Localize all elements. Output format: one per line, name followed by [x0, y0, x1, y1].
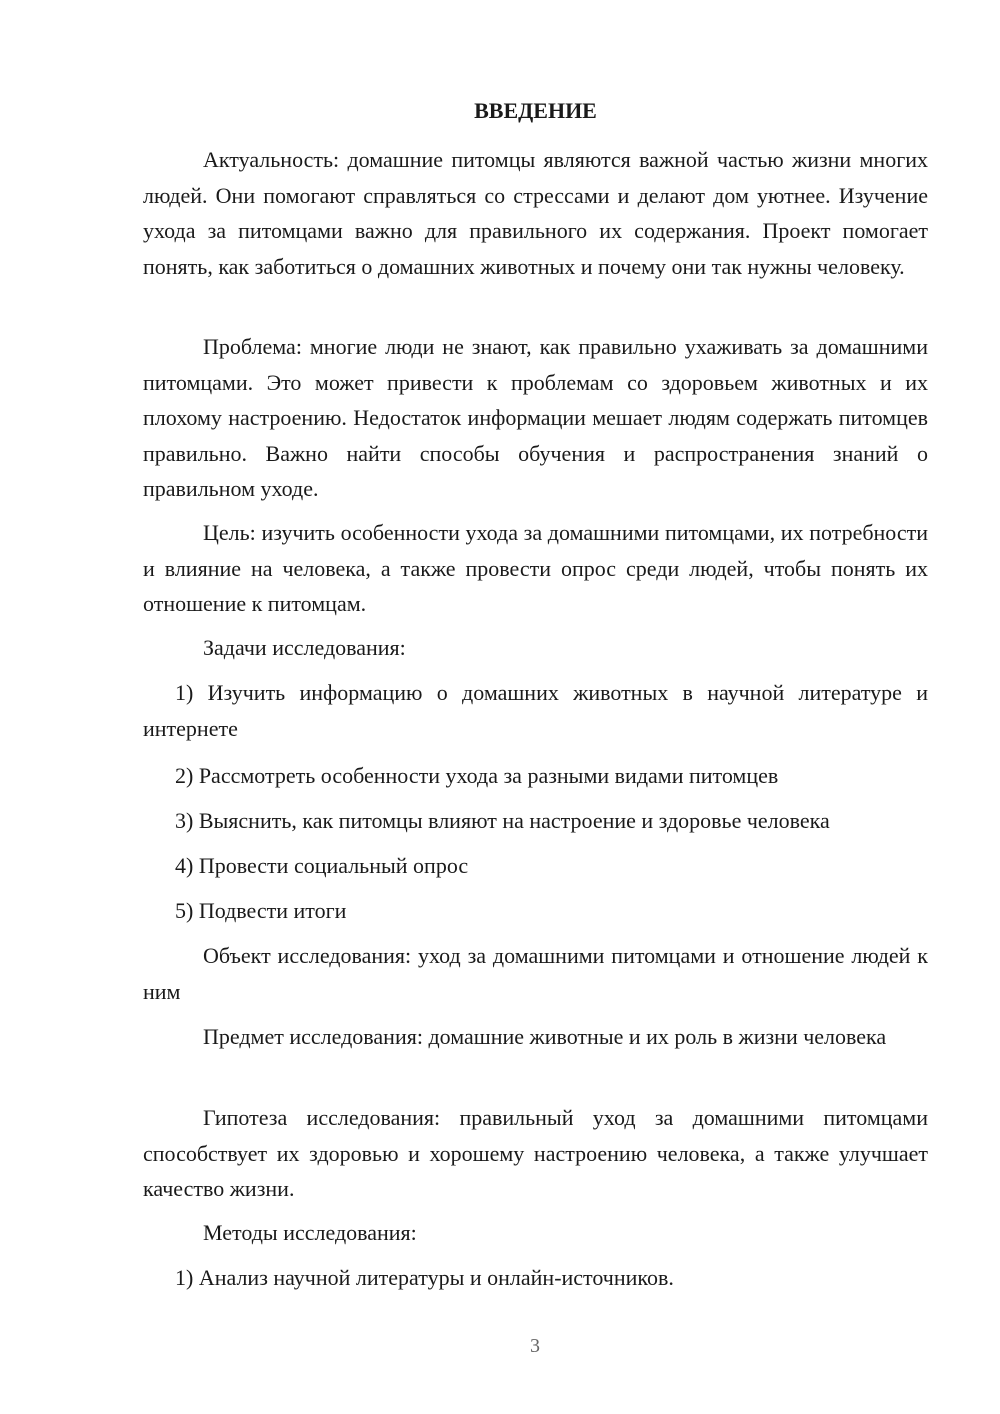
- task-item: 4) Провести социальный опрос: [175, 853, 469, 878]
- tasks-heading: Задачи исследования:: [203, 635, 406, 660]
- methods-heading: Методы исследования:: [203, 1220, 417, 1245]
- method-item: 1) Анализ научной литературы и онлайн-источников.: [175, 1265, 674, 1290]
- task-item: 1) Изучить информацию о домашних животных в научной литературе и интернете: [143, 680, 928, 741]
- page-number: 3: [530, 1335, 540, 1357]
- paragraph-relevance: Актуальность: домашние питомцы являются важной частью жизни многих людей. Они помогают справляться со стрессами и делают дом уютнее. Изучение ухода за питомцами важно для правильного их содержания. Проект помогает понять, как заботиться о домашних животных и почему они так нужны человеку.: [143, 147, 928, 279]
- paragraph-object: Объект исследования: уход за домашними питомцами и отношение людей к ним: [143, 943, 928, 1004]
- paragraph-problem: Проблема: многие люди не знают, как правильно ухаживать за домашними питомцами. Это может привести к проблемам со здоровьем животных и их плохому настроению. Недостаток информации мешает людям содержать питомцев правильно. Важно найти способы обучения и распространения знаний о правильном уходе.: [143, 334, 928, 501]
- page-title: ВВЕДЕНИЕ: [474, 98, 597, 123]
- task-item: 3) Выяснить, как питомцы влияют на настроение и здоровье человека: [175, 808, 830, 833]
- paragraph-subject: Предмет исследования: домашние животные и их роль в жизни человека: [203, 1024, 887, 1049]
- paragraph-goal: Цель: изучить особенности ухода за домашними питомцами, их потребности и влияние на человека, а также провести опрос среди людей, чтобы понять их отношение к питомцам.: [143, 520, 928, 616]
- task-item: 5) Подвести итоги: [175, 898, 347, 923]
- task-item: 2) Рассмотреть особенности ухода за разными видами питомцев: [175, 763, 779, 788]
- paragraph-hypothesis: Гипотеза исследования: правильный уход за домашними питомцами способствует их здоровью и хорошему настроению человека, а также улучшает качество жизни.: [143, 1105, 928, 1201]
